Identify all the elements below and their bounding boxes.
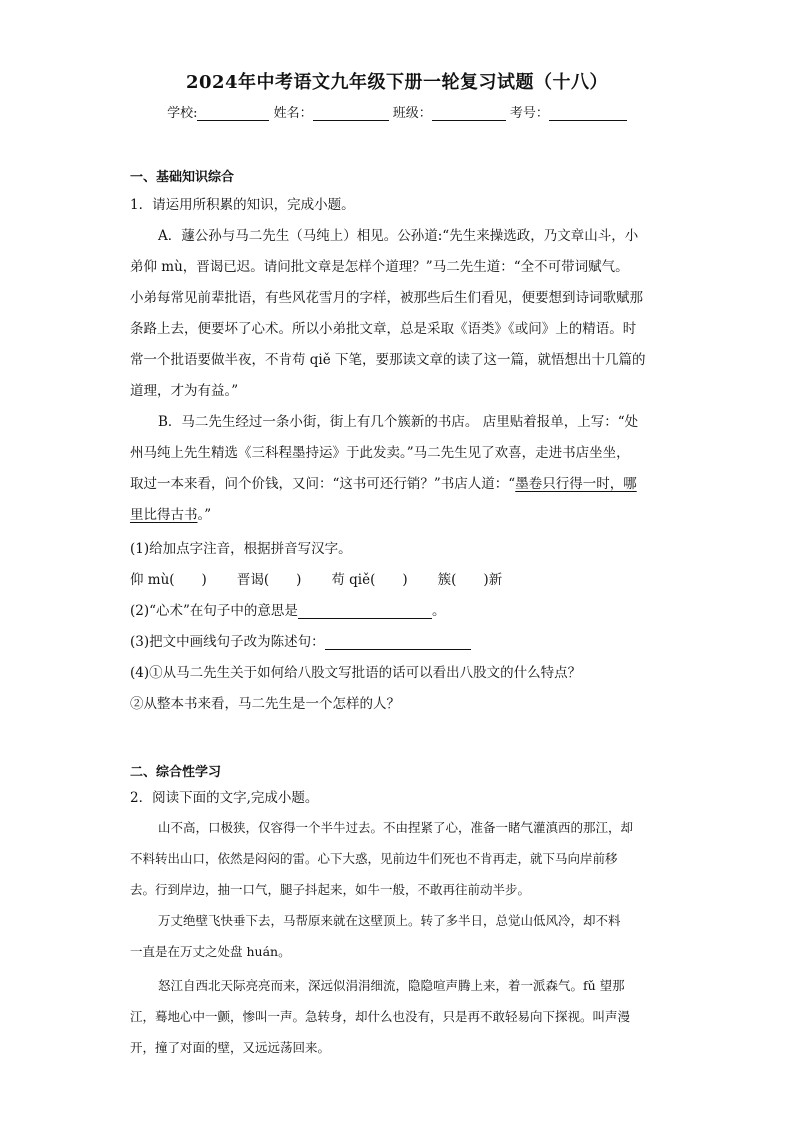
passage-a-line: 道理，才为有益。” [130, 383, 239, 399]
sub-question-3 [130, 630, 471, 650]
answer-blank[interactable] [325, 635, 471, 650]
sub-question-1: (1)给加点字注音，根据拼音写汉字。 [130, 541, 352, 557]
sub-question-4-2: ②从整本书来看，马二先生是一个怎样的人？ [130, 696, 400, 712]
pinyin-row [130, 568, 502, 588]
passage-b-line [130, 503, 211, 523]
student-info-row [0, 102, 794, 121]
reading-line: 怒江自西北天际亮亮而来，深远似涓涓细流，隐隐喧声腾上来，着一派森气。fǔ 望那 [158, 978, 625, 993]
pinyin-item[interactable]: 晋谒( ) [236, 572, 302, 588]
question-stem: 2．阅读下面的文字,完成小题。 [130, 790, 319, 806]
passage-b-text: 。” [197, 507, 212, 523]
passage-b-line: B．马二先生经过一条小街，街上有几个簇新的书店。 店里贴着报单，上写：“处 [158, 414, 639, 430]
class-label: 班级： [392, 106, 432, 121]
pinyin-item[interactable]: 簇( )新 [437, 572, 503, 588]
school-label: 学校: [167, 106, 198, 121]
section-heading: 一、基础知识综合 [130, 170, 235, 185]
sub-question-4-1: (4)①从马二先生关于如何给八股文写批语的话可以看出八股文的什么特点？ [130, 665, 582, 681]
reading-line: 山不高，口极狭，仅容得一个半牛过去。不由捏紧了心，准备一睹气灌滇西的那江，却 [158, 820, 634, 835]
reading-line: 开，撞了对面的壁，又远远荡回来。 [130, 1040, 331, 1055]
section-heading: 二、综合性学习 [130, 765, 222, 780]
reading-line: 去。行到岸边，抽一口气，腿子抖起来，如牛一般，不敢再往前动半步。 [130, 882, 531, 897]
passage-a-line: 条路上去，便要坏了心术。所以小弟批文章，总是采取《语类》《或问》上的精语。时 [130, 321, 637, 337]
sub-question-2-text: (2)“心术”在句子中的意思是 [130, 603, 298, 619]
passage-a-line: 常一个批语要做半夜，不肯苟 qiě 下笔，要那读文章的读了这一篇，就悟想出十几篇的 [130, 352, 646, 368]
reading-line: 不料转出山口，依然是闷闷的雷。心下大惑，见前边牛们死也不肯再走，就下马向岸前移 [130, 851, 618, 866]
reading-line: 万丈绝壁飞快垂下去，马帮原来就在这壁顶上。转了多半日，总觉山低风冷，却不料 [158, 913, 621, 928]
passage-a-line: 弟仰 mù，晋谒已迟。请问批文章是怎样个道理？”马二先生道：“全不可带词赋气。 [130, 259, 629, 275]
school-blank[interactable] [197, 106, 269, 121]
class-blank[interactable] [432, 106, 506, 121]
sub-question-3-text: (3)把文中画线句子改为陈述句： [130, 634, 325, 650]
pinyin-item[interactable]: 苟 qiě( ) [331, 572, 408, 588]
name-blank[interactable] [313, 106, 389, 121]
sub-question-2-end: 。 [431, 603, 446, 619]
sub-question-2 [130, 599, 445, 619]
exam-no-label: 考号： [509, 106, 549, 121]
pinyin-item[interactable]: 仰 mù( ) [130, 572, 207, 588]
reading-line: 江，蓦地心中一颤，惨叫一声。急转身，却什么也没有，只是再不敢轻易向下探视。叫声漫 [130, 1009, 631, 1024]
passage-b-text: 取过一本来看，问个价钱，又问：“这书可还行销？”书店人道：“ [130, 476, 516, 492]
passage-b-line [130, 472, 637, 492]
page-title: 2024年中考语文九年级下册一轮复习试题（十八） [185, 72, 609, 93]
answer-blank[interactable] [298, 604, 432, 619]
underlined-sentence: 墨卷只行得一时，哪 [515, 476, 637, 492]
passage-a-line: 小弟每常见前辈批语，有些风花雪月的字样，被那些后生们看见，便要想到诗词歌赋那 [130, 290, 643, 306]
passage-a-line: A．蘧公孙与马二先生（马纯上）相见。公孙道:“先生来操选政，乃文章山斗，小 [158, 228, 639, 244]
passage-b-line: 州马纯上先生精选《三科程墨持运》于此发卖。”马二先生见了欢喜，走进书店坐坐， [130, 445, 630, 461]
name-label: 姓名： [273, 106, 313, 121]
underlined-sentence: 里比得古书 [130, 507, 198, 523]
reading-line: 一直是在万丈之处盘 huán。 [130, 944, 291, 959]
question-stem: 1．请运用所积累的知识，完成小题。 [130, 197, 355, 213]
exam-no-blank[interactable] [549, 106, 627, 121]
